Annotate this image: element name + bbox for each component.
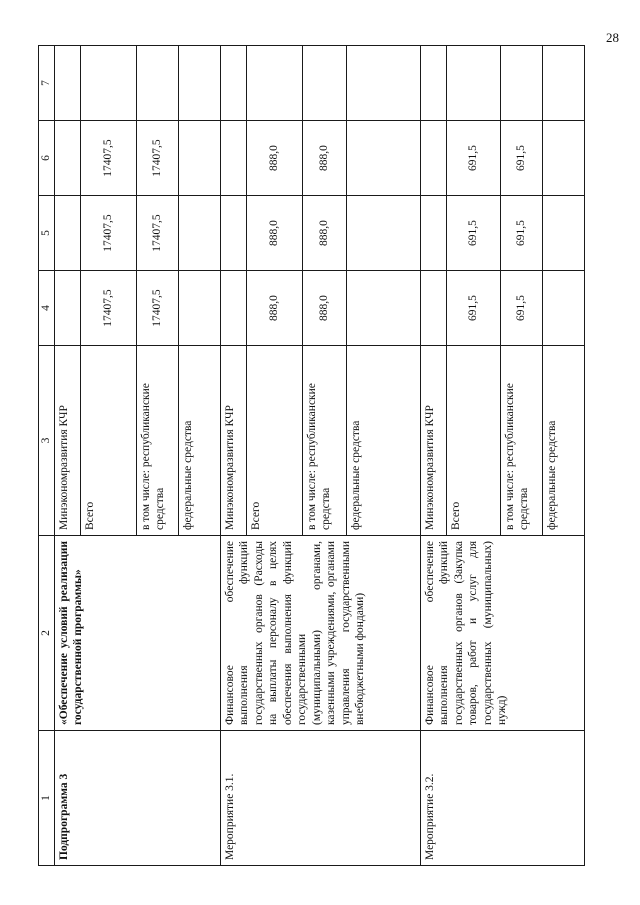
amount-cell-c7 xyxy=(80,46,136,121)
table-row xyxy=(54,46,80,866)
funding-source-cell: Минэкономразвития КЧР xyxy=(220,346,246,536)
amount-cell-c4: 888,0 xyxy=(246,271,302,346)
amount-cell-c6: 691,5 xyxy=(446,121,500,196)
amount-cell-c7 xyxy=(542,46,584,121)
amount-cell-c5: 17407,5 xyxy=(136,196,178,271)
funding-source-cell: федеральные средства xyxy=(178,346,220,536)
amount-cell-c5: 888,0 xyxy=(246,196,302,271)
amount-cell-c6 xyxy=(542,121,584,196)
funding-source-cell: федеральные средства xyxy=(346,346,420,536)
amount-cell-c4 xyxy=(542,271,584,346)
funding-source-cell: в том числе: республиканские средства xyxy=(136,346,178,536)
amount-cell-c6: 888,0 xyxy=(246,121,302,196)
amount-cell-c4 xyxy=(178,271,220,346)
col-header-2: 2 xyxy=(39,536,55,731)
program-name-cell: Мероприятие 3.2. xyxy=(420,731,584,866)
amount-cell-c7 xyxy=(446,46,500,121)
amount-cell-c7 xyxy=(420,46,446,121)
amount-cell-c6: 888,0 xyxy=(302,121,346,196)
amount-cell-c7 xyxy=(500,46,542,121)
amount-cell-c5 xyxy=(54,196,80,271)
amount-cell-c5 xyxy=(542,196,584,271)
amount-cell-c6: 17407,5 xyxy=(80,121,136,196)
funding-source-cell: Минэкономразвития КЧР xyxy=(54,346,80,536)
rotated-table-wrapper xyxy=(38,46,578,866)
amount-cell-c5 xyxy=(178,196,220,271)
amount-cell-c4: 691,5 xyxy=(446,271,500,346)
funding-source-cell: федеральные средства xyxy=(542,346,584,536)
amount-cell-c6 xyxy=(346,121,420,196)
amount-cell-c6: 691,5 xyxy=(500,121,542,196)
table-row xyxy=(420,46,446,866)
header-row xyxy=(39,46,55,866)
amount-cell-c5 xyxy=(346,196,420,271)
amount-cell-c7 xyxy=(136,46,178,121)
col-header-7: 7 xyxy=(39,46,55,121)
program-name-cell: Подпрограмма 3 xyxy=(54,731,220,866)
funding-source-cell: Всего xyxy=(246,346,302,536)
amount-cell-c7 xyxy=(302,46,346,121)
amount-cell-c6 xyxy=(178,121,220,196)
amount-cell-c4: 691,5 xyxy=(500,271,542,346)
funding-source-cell: в том числе: республиканские средства xyxy=(500,346,542,536)
amount-cell-c4: 888,0 xyxy=(302,271,346,346)
program-description-cell: Финансовое обеспечение выполнения функций государственных органов (Закупка товаров, работ и услуг для государственных (муниципальных) нужд) xyxy=(420,536,584,731)
amount-cell-c5: 691,5 xyxy=(446,196,500,271)
funding-source-cell: в том числе: республиканские средства xyxy=(302,346,346,536)
amount-cell-c4: 17407,5 xyxy=(80,271,136,346)
page-number: 28 xyxy=(606,30,619,45)
col-header-1: 1 xyxy=(39,731,55,866)
amount-cell-c4 xyxy=(346,271,420,346)
amount-cell-c5: 691,5 xyxy=(500,196,542,271)
program-description-cell: «Обеспечение условий реализации государственной программы» xyxy=(54,536,220,731)
col-header-4: 4 xyxy=(39,271,55,346)
amount-cell-c7 xyxy=(54,46,80,121)
amount-cell-c5: 17407,5 xyxy=(80,196,136,271)
table-row xyxy=(220,46,246,866)
amount-cell-c5: 888,0 xyxy=(302,196,346,271)
amount-cell-c6 xyxy=(54,121,80,196)
col-header-5: 5 xyxy=(39,196,55,271)
amount-cell-c6 xyxy=(220,121,246,196)
amount-cell-c5 xyxy=(420,196,446,271)
amount-cell-c4 xyxy=(220,271,246,346)
program-name-cell: Мероприятие 3.1. xyxy=(220,731,420,866)
amount-cell-c6 xyxy=(420,121,446,196)
col-header-3: 3 xyxy=(39,346,55,536)
amount-cell-c4 xyxy=(54,271,80,346)
program-description-cell: Финансовое обеспечение выполнения функций государственных органов (Расходы на выплаты персоналу в целях обеспечения выполнения функций государственными (муниципальными) органами, казенными учреждениями, органами управления государственными внебюджетными фондами) xyxy=(220,536,420,731)
funding-source-cell: Минэкономразвития КЧР xyxy=(420,346,446,536)
amount-cell-c7 xyxy=(246,46,302,121)
funding-source-cell: Всего xyxy=(446,346,500,536)
funding-source-cell: Всего xyxy=(80,346,136,536)
amount-cell-c7 xyxy=(220,46,246,121)
amount-cell-c7 xyxy=(346,46,420,121)
budget-table xyxy=(38,45,585,866)
amount-cell-c5 xyxy=(220,196,246,271)
amount-cell-c7 xyxy=(178,46,220,121)
amount-cell-c4: 17407,5 xyxy=(136,271,178,346)
table-body xyxy=(54,46,584,866)
col-header-6: 6 xyxy=(39,121,55,196)
amount-cell-c4 xyxy=(420,271,446,346)
amount-cell-c6: 17407,5 xyxy=(136,121,178,196)
